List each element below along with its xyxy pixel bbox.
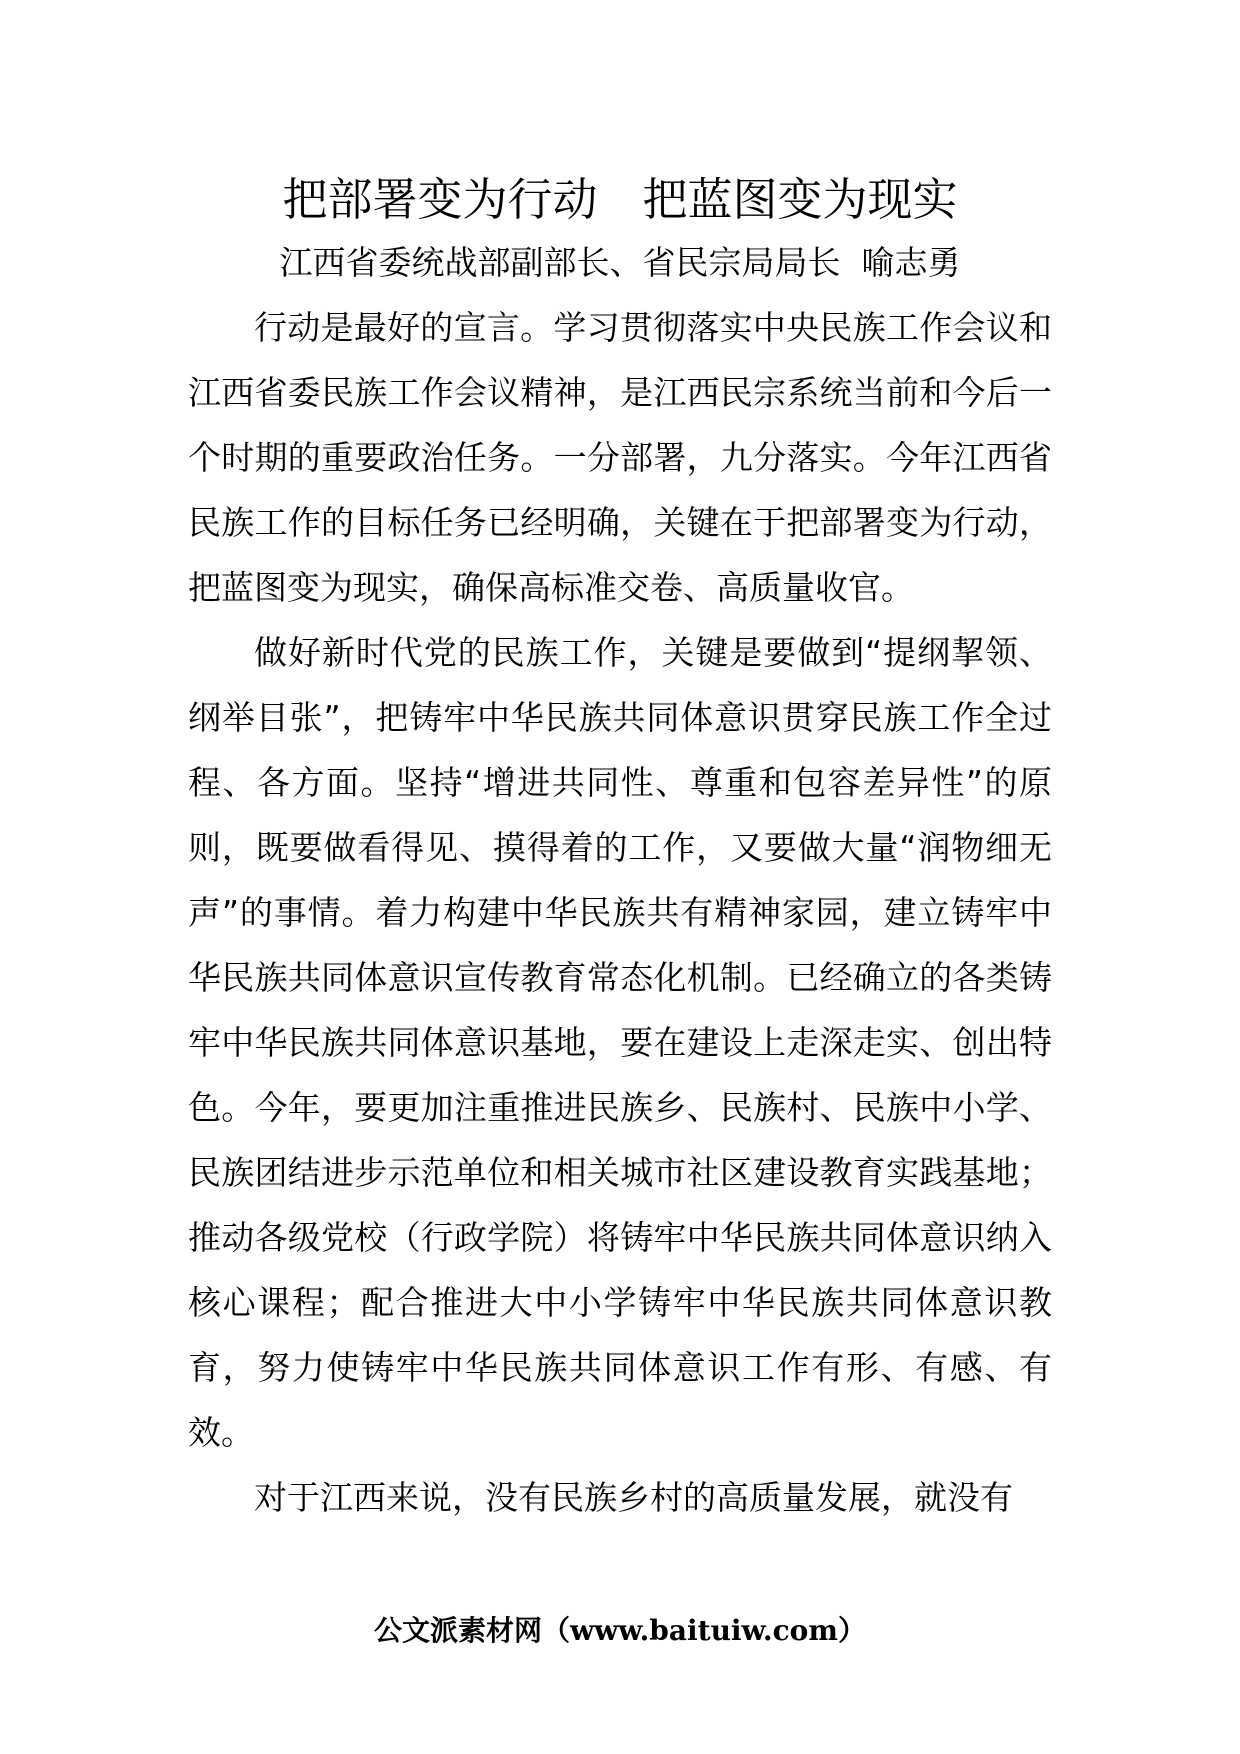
document-title: 把部署变为行动 把蓝图变为现实 — [282, 173, 958, 226]
footer-watermark: 公文派素材网（www.baituiw.com） — [374, 1614, 866, 1647]
paragraph-2: 做好新时代党的民族工作，关键是要做到“提纲挈领、纲举目张”，把铸牢中华民族共同体意识贯穿民族工作全过程、各方面。坚持“增进共同性、尊重和包容差异性”的原则，既要做看得见、摸得着的工作，又要做大量“润物细无声”的事情。着力构建中华民族共有精神家园，建立铸牢中华民族共同体意识宣传教育常态化机制。已经确立的各类铸牢中华民族共同体意识基地，要在建设上走深走实、创出特色。今年，要更加注重推进民族乡、民族村、民族中小学、民族团结进步示范单位和相关城市社区建设教育实践基地；推动各级党校（行政学院）将铸牢中华民族共同体意识纳入核心课程；配合推进大中小学铸牢中华民族共同体意识教育，努力使铸牢中华民族共同体意识工作有形、有感、有效。 — [188, 633, 1052, 1452]
author-byline: 江西省委统战部副部长、省民宗局局长 喻志勇 — [279, 243, 961, 282]
paragraph-3: 对于江西来说，没有民族乡村的高质量发展，就没有 — [254, 1478, 1013, 1517]
document-body — [188, 295, 1052, 1530]
paragraph-1: 行动是最好的宣言。学习贯彻落实中央民族工作会议和江西省委民族工作会议精神，是江西民宗系统当前和今后一个时期的重要政治任务。一分部署，九分落实。今年江西省民族工作的目标任务已经明确，关键在于把部署变为行动，把蓝图变为现实，确保高标准交卷、高质量收官。 — [188, 308, 1052, 607]
